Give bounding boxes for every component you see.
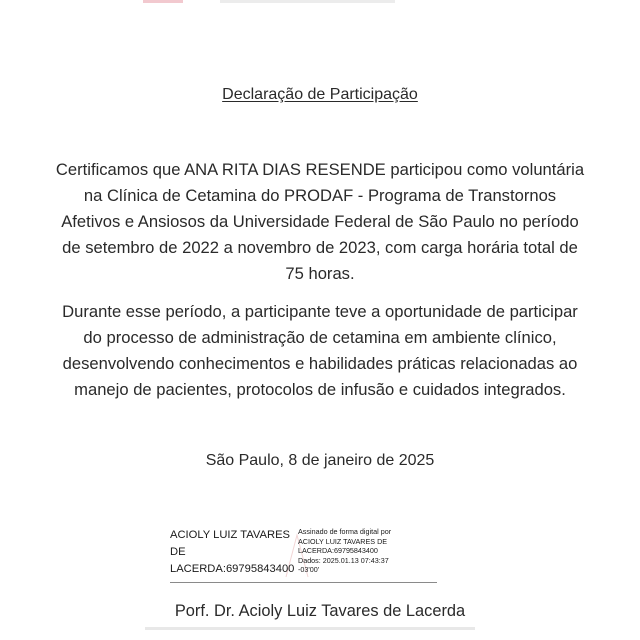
header-logo-fragment xyxy=(143,0,183,3)
paragraph-line: manejo de pacientes, protocolos de infusão e cuidados integrados. xyxy=(74,380,566,399)
footer-text-fragment xyxy=(145,627,475,630)
place-date: São Paulo, 8 de janeiro de 2025 xyxy=(205,452,435,469)
signature-name-line: LACERDA:69795843400 xyxy=(170,563,295,575)
signature-detail-line: Dados: 2025.01.13 07:43:37 xyxy=(298,555,389,565)
paragraph-line: Certificamos que ANA RITA DIAS RESENDE participou como voluntária xyxy=(55,160,585,179)
signature-details xyxy=(298,527,438,575)
document-title: Declaração de Participação xyxy=(222,86,418,103)
signature-name-line: ACIOLY LUIZ TAVARES xyxy=(170,529,290,541)
activities-paragraph xyxy=(14,299,626,403)
signature-line xyxy=(170,582,437,583)
signature-name-line: DE xyxy=(170,546,186,558)
paragraph-line: 75 horas. xyxy=(285,264,355,283)
paragraph-line: na Clínica de Cetamina do PRODAF - Programa de Transtornos xyxy=(83,186,557,205)
signature-detail-line: -03'00' xyxy=(298,565,320,574)
signature-name xyxy=(170,527,300,578)
digital-signature-block xyxy=(170,527,440,579)
paragraph-line: do processo de administração de cetamina em ambiente clínico, xyxy=(83,328,557,347)
signature-detail-line: LACERDA:69795843400 xyxy=(298,546,378,555)
signature-detail-line: Assinado de forma digital por xyxy=(298,527,392,536)
paragraph-line: Afetivos e Ansiosos da Universidade Federal de São Paulo no período xyxy=(61,212,579,231)
signature-detail-line: ACIOLY LUIZ TAVARES DE xyxy=(298,536,388,546)
header-text-fragment xyxy=(220,0,395,3)
paragraph-line: de setembro de 2022 a novembro de 2023, com carga horária total de xyxy=(62,238,578,257)
certification-paragraph xyxy=(14,157,626,287)
paragraph-line: Durante esse período, a participante teve a oportunidade de participar xyxy=(62,302,578,321)
paragraph-line: desenvolvendo conhecimentos e habilidades práticas relacionadas ao xyxy=(62,354,578,373)
signer-name: Porf. Dr. Acioly Luiz Tavares de Lacerda xyxy=(174,602,466,620)
